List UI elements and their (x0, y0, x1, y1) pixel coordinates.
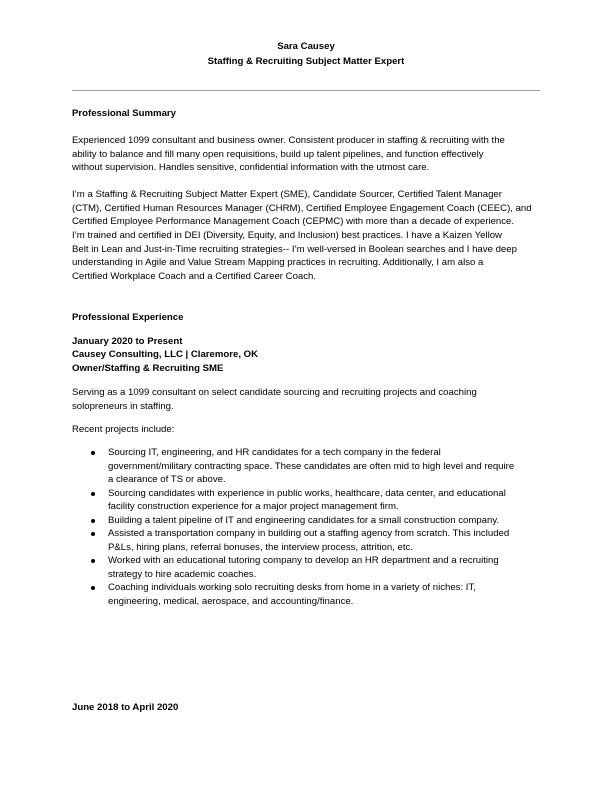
text-line: understanding in Agile and Value Stream Mapping practices in recruiting. Additionally, I am also a (72, 257, 484, 268)
text-line: P&Ls, hiring plans, referral bonuses, the interview process, attrition, etc. (108, 542, 414, 553)
text-line: Certified Employee Performance Management Coach (CEPMC) with more than a decade of experience. (72, 216, 515, 227)
bullet-icon (91, 532, 95, 536)
text-line: Experienced 1099 consultant and business owner. Consistent producer in staffing & recruiting with the (72, 135, 505, 146)
section-heading-experience: Professional Experience (72, 312, 184, 323)
text-line: a clearance of TS or above. (108, 474, 226, 485)
section-heading-summary: Professional Summary (72, 108, 176, 119)
projects-intro: Recent projects include: (72, 424, 175, 435)
header-divider (72, 90, 540, 91)
text-line: Worked with an educational tutoring company to develop an HR department and a recruiting (108, 555, 499, 566)
text-line: I’m a Staffing & Recruiting Subject Matter Expert (SME), Candidate Sourcer, Certified Talent Manager (72, 189, 502, 200)
bullet-icon (91, 519, 95, 523)
text-line: ability to balance and fill many open requisitions, build up talent pipelines, and function effectively (72, 149, 484, 160)
text-line: engineering, medical, aerospace, and accounting/finance. (108, 596, 354, 607)
text-line: Sourcing candidates with experience in public works, healthcare, data center, and educational (108, 488, 506, 499)
job-dates: January 2020 to Present (72, 336, 183, 347)
text-line: government/military contracting space. These candidates are often mid to high level and require (108, 461, 515, 472)
text-line: facility construction experience for a major project management firm. (108, 501, 399, 512)
text-line: Coaching individuals working solo recruiting desks from home in a variety of niches: IT, (108, 582, 476, 593)
job-company: Causey Consulting, LLC | Claremore, OK (72, 349, 259, 360)
text-line: Certified Workplace Coach and a Certified Career Coach. (72, 271, 317, 282)
bullet-icon (91, 559, 95, 563)
text-line: I’m trained and certified in DEI (Diversity, Equity, and Inclusion) best practices. I have a Kaizen Yellow (72, 230, 502, 241)
text-line: solopreneurs in staffing. (72, 401, 174, 412)
text-line: Assisted a transportation company in building out a staffing agency from scratch. This included (108, 528, 510, 539)
candidate-name: Sara Causey (277, 41, 335, 52)
candidate-title: Staffing & Recruiting Subject Matter Expert (207, 56, 405, 67)
text-line: Building a talent pipeline of IT and engineering candidates for a small construction company. (108, 515, 500, 526)
text-line: strategy to hire academic coaches. (108, 569, 257, 580)
text-line: Serving as a 1099 consultant on select candidate sourcing and recruiting projects and coaching (72, 387, 477, 398)
job-dates: June 2018 to April 2020 (72, 702, 179, 713)
text-line: Belt in Lean and Just-in-Time recruiting strategies-- I’m well-versed in Boolean searches and I have deep (72, 244, 517, 255)
text-line: (CTM), Certified Human Resources Manager (CHRM), Certified Employee Engagement Coach (CEEC), and (72, 203, 532, 214)
job-role: Owner/Staffing & Recruiting SME (72, 363, 224, 374)
bullet-icon (91, 492, 95, 496)
text-line: Sourcing IT, engineering, and HR candidates for a tech company in the federal (108, 447, 441, 458)
bullet-icon (91, 451, 95, 455)
text-line: without supervision. Handles sensitive, confidential information with the utmost care. (72, 162, 430, 173)
bullet-icon (91, 586, 95, 590)
